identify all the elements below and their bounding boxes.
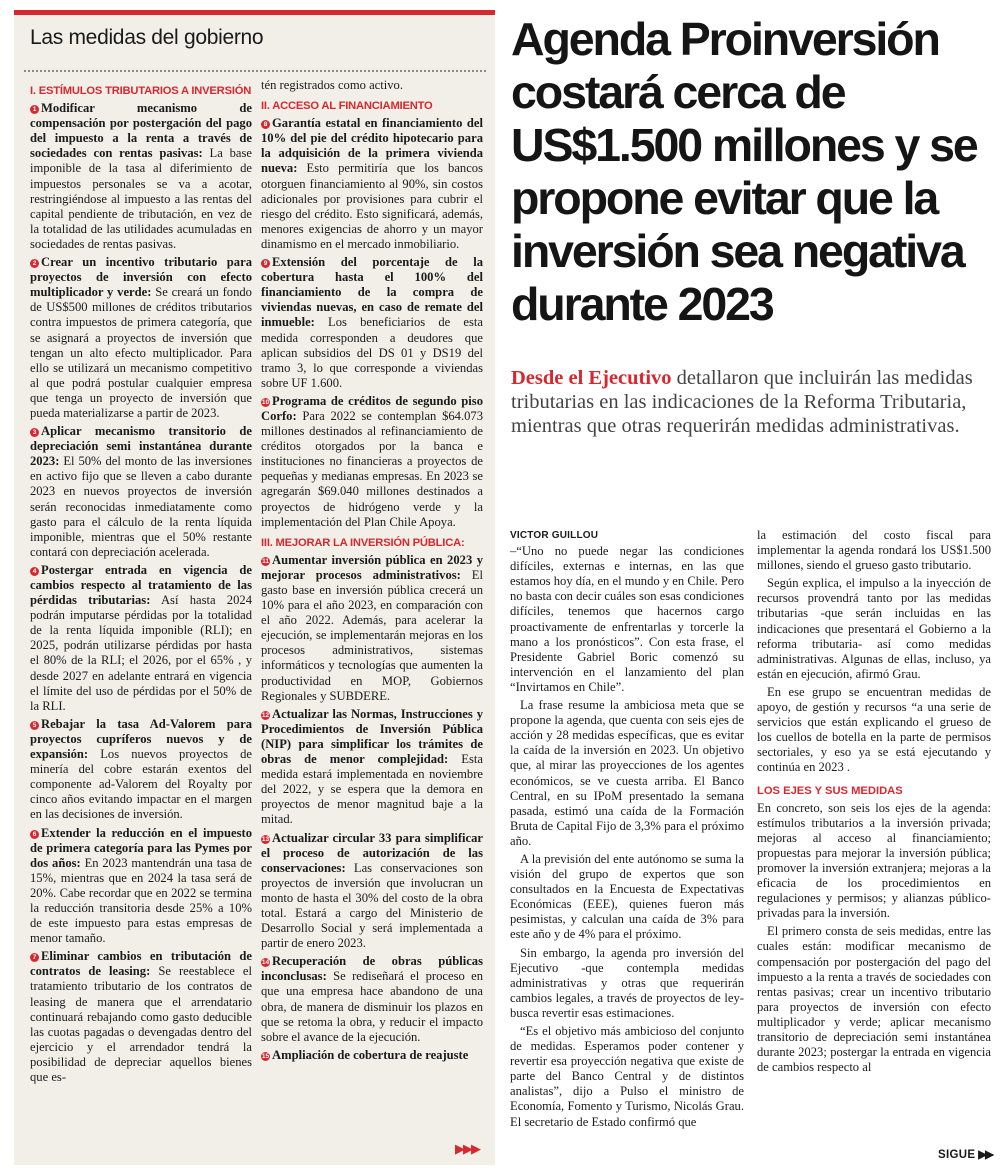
continue-label: SIGUE [938,1149,976,1161]
measure-item [261,553,483,704]
measure-item [30,424,252,560]
measure-number-badge: 15 [261,1052,270,1060]
measure-number-badge: 9 [261,259,270,268]
measure-title: Postergar entrada en vigencia de cambios respecto al tratamiento de las pérdidas tributarias: [30,562,252,608]
measure-title: Programa de créditos de segundo piso Corfo: [261,393,483,423]
measure-title: Actualizar circular 33 para simplificar el proceso de autorización de las conservaciones: [261,830,483,875]
article-paragraph: En concreto, son seis los ejes de la agenda: estímulos tributarios a la inversión privada; mejoras al acceso al financiamiento; propuestas para mejorar la inversión pública; promover la inversión extranjera; mejoras a la eficacia de los procedimientos en regulaciones y permisos; y alianzas público-privadas para la inversión. [757,800,991,921]
measure-item [30,717,252,823]
measure-body: Se creará un fondo de US$500 millones de créditos tributarios contra impuestos de primera categoría, que se asignará a proyectos de inversión que tengan un alto efecto multiplicador. Para ello se utilizará un mecanismo competitivo al que podrá postular cualquier empresa que tenga un proyecto de inversión que pueda materializarse a partir de 2023. [30,285,252,420]
measure-item [30,101,252,252]
measure-item [261,255,483,391]
measure-title: Modificar mecanismo de compensación por postergación del pago del impuesto a la renta a través de sociedades con rentas pasivas: [30,101,252,161]
measure-item [261,1048,483,1063]
article-paragraph: El primero consta de seis medidas, entre las cuales están: modificar mecanismo de compensación por postergación del pago del impuesto a la renta a través de sociedades con rentas pasivas; crear un incentivo tributario para proyectos de inversión con efecto multiplicador y verde; aplicar mecanismo transitorio de depreciación semi instantánea durante 2023; postergar la entrada en vigencia de cambios respecto al [757,924,991,1075]
measure-number-badge: 12 [261,711,270,719]
measure-number-badge: 13 [261,835,270,843]
measure-number-badge: 7 [30,953,39,962]
measure-title: Garantía estatal en financiamiento del 10% del pie del crédito hipotecario para la adquisición de la primera vivienda nueva: [261,116,483,176]
measure-body: Esta medida estará implementada en noviembre del 2022, y se espera que la demora en proyectos de menor magnitud baje a la mitad. [261,752,483,827]
deck-text: detallaron que incluirán las medidas tributarias en las indicaciones de la Reforma Tributaria, mientras que otras requerirán medidas administrativas. [511,367,973,437]
measure-title: Aplicar mecanismo transitorio de depreciación semi instantánea durante 2023: [30,424,252,469]
continue-arrows-icon: ▶▶ [978,1149,992,1161]
measure-title: Crear un incentivo tributario para proyectos de inversión con efecto multiplicador y verde: [30,255,252,300]
article-deck [511,366,991,438]
article-column-2 [757,528,991,1078]
section-heading: III. MEJORAR LA INVERSIÓN PÚBLICA: [261,536,465,549]
measure-body: Se reestablece el tratamiento tributario de los contratos de leasing de manera que el arrendatario continuará rebajando como gasto deducible las cuotas pagadas o devengadas dentro del ejercicio y el arrendador tendrá la posibilidad de depreciar aquellos bienes que es- [30,964,252,1084]
article-paragraph: “Es el objetivo más ambicioso del conjunto de medidas. Esperamos poder contener y revertir esa proyección negativa que existe de parte del Banco Central y de distintos analistas”, dijo a Pulso el ministro de Economía, Fomento y Turismo, Nicolás Grau. El secretario de Estado confirmó que [510,1024,744,1129]
measure-number-badge: 3 [30,428,39,437]
measure-number-badge: 2 [30,259,39,268]
measure-body: Las conservaciones son proyectos de inversión que involucran un monto de hasta el 30% del costo de la obra total. Estará a cargo del Ministerio de Desarrollo Social y será implementada a partir de enero 2023. [261,860,483,951]
measure-title: Aumentar inversión pública en 2023 y mejorar procesos administrativos: [261,552,483,582]
measure-body: La base imponible de la tasa al diferimiento de impuestos personales se va a acotar, restringiéndose al impuesto a las rentas del capital pendiente de tributación, en vez de la totalidad de las utilidades acumuladas en sociedades de rentas pasivas. [30,146,252,251]
section-heading: I. ESTÍMULOS TRIBUTARIOS A INVERSIÓN [30,85,252,97]
article-headline: Agenda Proinversión costará cerca de US$1.500 millones y se propone evitar que la inversión sea negativa durante 2023 [511,13,977,330]
article-paragraph: La frase resume la ambiciosa meta que se propone la agenda, que cuenta con seis ejes de acción y 28 medidas específicas, que es evitar la caída de la inversión en 2023. Un objetivo que, al mirar las proyecciones de los agentes económicos, se ve cuesta arriba. El Banco Central, en su IPoM presentado la semana pasada, estimó una caída de la Formación Bruta de Capital Fijo de 3,3% para el próximo año. [510,698,744,848]
measure-continuation: tén registrados como activo. [261,78,403,92]
deck-lead: Desde el Ejecutivo [511,367,672,389]
measure-body: El 50% del monto de las inversiones en activo fijo que se lleven a cabo durante 2023 en nuevos proyectos de inversión serán reconocidas inmediatamente como gasto para el cálculo de la renta líquida imponible, mientras que el 50% restante contará con depreciación acelerada. [30,454,252,559]
measure-item [261,116,483,252]
measure-body: Los beneficiarios de esta medida corresponden a deudores que aplican subsidios del DS 01 y DS19 del tramo 3, lo que corresponde a viviendas sobre UF 1.600. [261,315,483,390]
measure-item [30,255,252,421]
measure-item [30,826,252,947]
measure-number-badge: 5 [30,721,39,730]
article-column-1-body [510,544,744,1130]
article-paragraph: la estimación del costo fiscal para implementar la agenda rondará los US$1.500 millones, siendo el grueso gasto tributario. [757,528,991,573]
article-paragraph: –“Uno no puede negar las condiciones difíciles, externas e internas, en las que estamos hoy día, en el mundo y en Chile. Pero no basta con decir cuáles son esas condiciones difíciles, tenemos que hacernos cargo proactivamente de enfrentarlas y torcerle la mano a los pronósticos”. Con esta frase, el Presidente Gabriel Boric comenzó su intervención en el lanzamiento del plan “Invirtamos en Chile”. [510,544,744,694]
article-paragraph: Sin embargo, la agenda pro inversión del Ejecutivo -que contempla medidas administrativas y otras que requerirán cambios legales, a través de proyectos de ley- busca revertir esas estimaciones. [510,945,744,1020]
measure-number-badge: 10 [261,398,270,406]
measure-title: Rebajar la tasa Ad-Valorem para proyectos cupríferos nuevos y de expansión: [30,716,252,762]
byline: VICTOR GUILLOU [510,530,599,541]
measure-number-badge: 14 [261,959,270,967]
article-paragraph: En ese grupo se encuentran medidas de apoyo, de gestión y recursos “a una serie de servicios que están explicando el grueso de los cuellos de botella en la parte de permisos sectoriales, y eso ya se está ejecutando y continúa en 2023 . [757,684,991,775]
sidebar-column-2 [261,78,483,1066]
article-paragraph: A la previsión del ente autónomo se suma la visión del grupo de expertos que son consultados en la Encuesta de Expectativas Económicas (EEE), quienes fueron más pesimistas, y calculan una caída de 3% para este año y de 4% para el próximo. [510,851,744,942]
article-paragraph: Según explica, el impulso a la inyección de recursos provendrá tanto por las medidas tributarias -que serán incluidas en las indicaciones que presentará el Gobierno a la reforma tributaria- así como medidas administrativas. Algunas de ellas, incluso, ya están en ejecución, afirmó Grau. [757,576,991,681]
measure-item [261,707,483,828]
section-heading: II. ACCESO AL FINANCIAMIENTO [261,100,433,113]
article-column-2-body-cont [757,801,991,1076]
continue-marker [938,1147,992,1161]
measure-item [261,394,483,530]
sidebar-top-bar [14,10,495,15]
measure-number-badge: 1 [30,105,39,114]
measure-number-badge: 8 [261,120,270,129]
measure-body: Así hasta 2024 podrán imputarse pérdidas por la totalidad de la renta líquida imponible (RLI); en 2025, podrán utilizarse pérdidas por hasta el 80% de la RLI; el 2026, por el 65% , y desde 2027 en adelante entrará en vigencia el límite del uso de pérdidas por el 50% de la RLI. [30,593,252,713]
measure-body: Esto permitiría que los bancos otorguen financiamiento al 90%, sin costos adicionales por provisiones para cubrir el riesgo del crédito. Esto significará, además, menores exigencias de ahorro y un mayor dinamismo en el mercado inmobiliario. [261,161,483,251]
measure-title: Eliminar cambios en tributación de contratos de leasing: [30,949,252,979]
sidebar-divider [24,70,486,72]
measure-title: Actualizar las Normas, Instrucciones y Procedimientos de Inversión Pública (NIP) para simplificar los trámites de obras de menor complejidad: [261,706,483,767]
measure-body: El gasto base en inversión pública crecerá un 10% para el año 2023, en comparación con el año 2022. Además, para acelerar la ejecución, se implementarán mejoras en los procesos administrativos, sistemas informáticos y tecnologías que aumenten la productividad en MOP, Gobiernos Regionales y SUBDERE. [261,567,483,703]
measure-body: Para 2022 se contemplan $64.073 millones destinados al refinanciamiento de créditos otorgados por la banca e instituciones no financieras a proyectos de pequeñas y medianas empresas. En 2023 se agregarán $69.040 millones destinados a proyectos de hidrógeno verde y la implementación del Plan Chile Apoya. [261,408,483,529]
measure-number-badge: 4 [30,567,39,576]
sidebar-column-1 [30,78,252,1088]
measure-item [30,563,252,714]
measure-body: En 2023 mantendrán una tasa de 15%, mientras que en 2024 la tasa será de 20%. Cabe recordar que en 2022 se termina la reducción transitoria desde 25% a 10% de este impuesto para estas empresas de menor tamaño. [30,855,252,946]
measure-body: Se rediseñará el proceso en que una empresa hace abandono de una obra, de manera de disminuir los plazos en que se retoma la obra, y reducir el impacto sobre el avance de la ejecución. [261,969,483,1044]
measure-item [261,954,483,1045]
measure-number-badge: 11 [262,557,269,565]
measure-item [261,831,483,952]
article-column-2-body [757,528,991,776]
sidebar-continue-arrows: ▶▶▶ [455,1141,479,1156]
measure-title: Recuperación de obras públicas inconclusas: [261,954,483,984]
measure-title: Ampliación de cobertura de reajuste [272,1047,469,1062]
measure-number-badge: 6 [30,830,39,839]
measure-title: Extender la reducción en el impuesto de primera categoría para las Pymes por dos años: [30,825,252,870]
article-subhead: LOS EJES Y SUS MEDIDAS [757,784,903,797]
sidebar-title: Las medidas del gobierno [30,26,264,49]
measure-body: Los nuevos proyectos de minería del cobre estarán exentos del componente ad-Valorem del Royalty por cinco años evitando impactar en el margen en las decisiones de inversión. [30,747,252,822]
measure-item [30,949,252,1085]
article-column-1 [510,528,744,1133]
measures-sidebar [14,10,495,1165]
measure-title: Extensión del porcentaje de la cobertura hasta el 100% del financiamiento de la compra de viviendas nuevas, en caso de remate del inmueble: [261,255,483,330]
